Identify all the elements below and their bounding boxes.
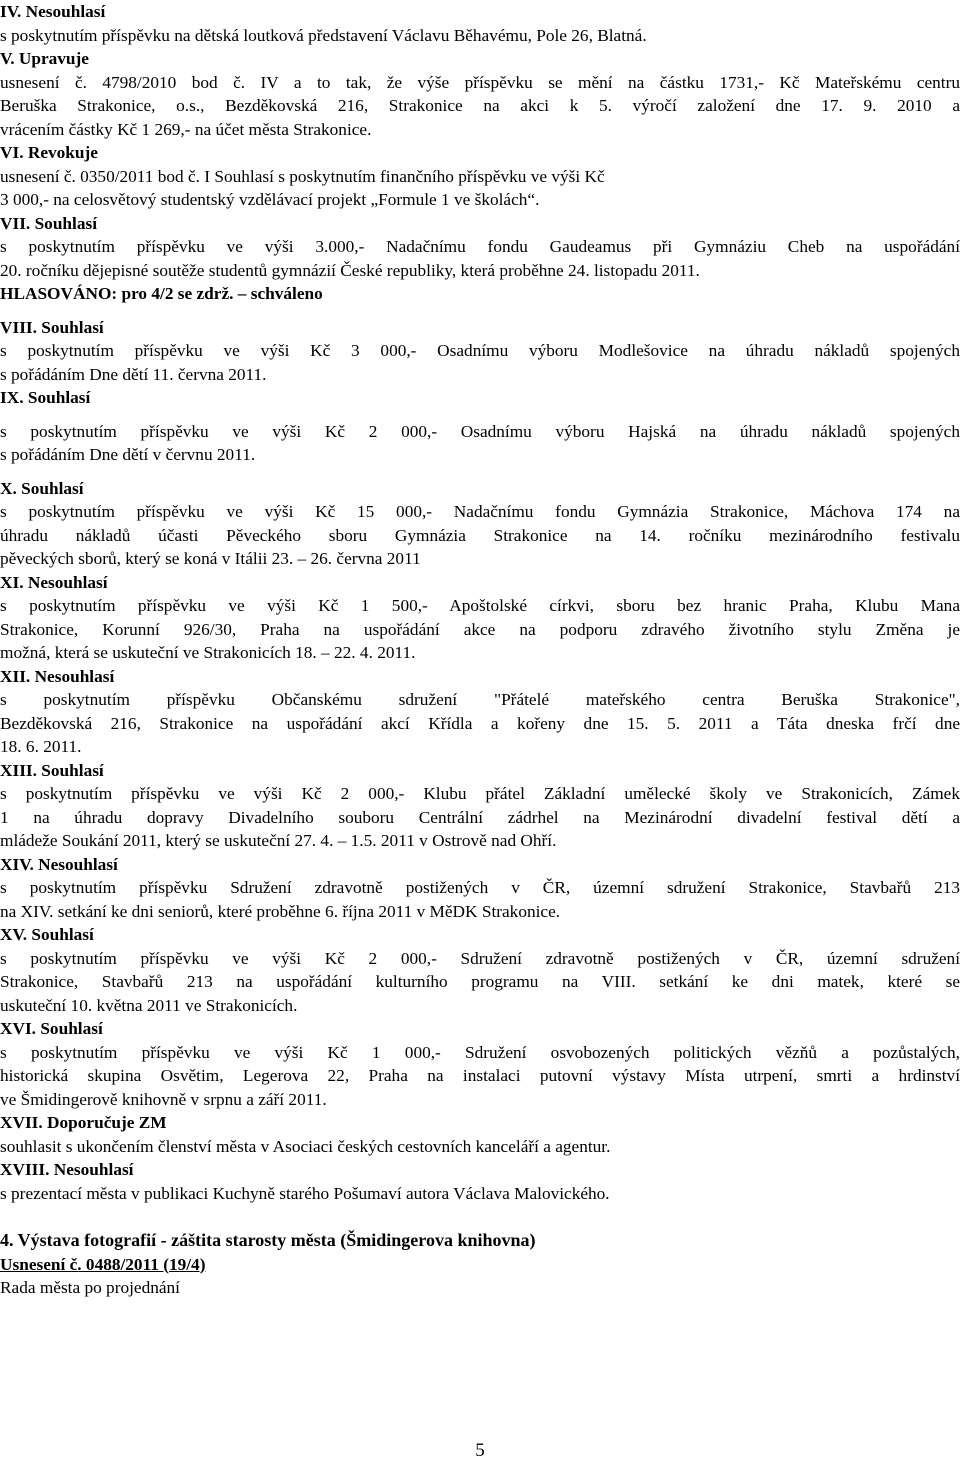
section-text: pěveckých sborů, který se koná v Itálii 23. – 26. června 2011 bbox=[0, 549, 421, 568]
section-text: uskuteční 10. května 2011 ve Strakonicích. bbox=[0, 995, 298, 1015]
section-text: ve Šmidingerově knihovně v srpnu a září 2011. bbox=[0, 1089, 327, 1109]
section-heading: VIII. Souhlasí bbox=[0, 317, 104, 337]
page-number: 5 bbox=[475, 1440, 485, 1461]
section-heading: XV. Souhlasí bbox=[0, 925, 94, 944]
section-text: možná, která se uskuteční ve Strakonicích 18. – 22. 4. 2011. bbox=[0, 643, 416, 662]
section-text: 3 000,- na celosvětový studentský vzdělávací projekt „Formule 1 ve školách“. bbox=[0, 190, 540, 209]
section-text: s poskytnutím příspěvku ve výši Kč 1 000,- Sdružení osvobozených politických vězňů a pozůstalých, bbox=[0, 1042, 960, 1062]
section-heading: XVI. Souhlasí bbox=[0, 1019, 103, 1038]
section-text: mládeže Soukání 2011, který se uskuteční 27. 4. – 1.5. 2011 v Ostrově nad Ohří. bbox=[0, 831, 557, 850]
section-text: 1 na úhradu dopravy Divadelního souboru Centrální zádrhel na Mezinárodní divadelní festival dětí a bbox=[0, 807, 960, 827]
agenda-item-title: 4. Výstava fotografií - záštita starosty města (Šmidingerova knihovna) bbox=[0, 1230, 536, 1250]
section-text: 20. ročníku dějepisné soutěže studentů gymnázií České republiky, která proběhne 24. listopadu 2011. bbox=[0, 260, 700, 280]
section-text: s poskytnutím příspěvku ve výši Kč 3 000,- Osadnímu výboru Modlešovice na úhradu nákladů spojených bbox=[0, 341, 960, 360]
section-text: s poskytnutím příspěvku ve výši Kč 2 000,- Osadnímu výboru Hajská na úhradu nákladů spojených bbox=[0, 421, 960, 441]
section-text: s poskytnutím příspěvku ve výši Kč 2 000,- Sdružení zdravotně postižených v ČR, územní sdružení bbox=[0, 948, 960, 968]
section-text: s poskytnutím příspěvku ve výši Kč 2 000,- Klubu přátel Základní umělecké školy ve Strakonicích, Zámek bbox=[0, 784, 960, 803]
section-heading: IV. Nesouhlasí bbox=[0, 2, 106, 21]
section-text: Bezděkovská 216, Strakonice na uspořádání akcí Křídla a kořeny dne 15. 5. 2011 a Táta dneska frčí dne bbox=[0, 713, 960, 733]
resolution-number: Usnesení č. 0488/2011 (19/4) bbox=[0, 1254, 206, 1274]
section-text: na XIV. setkání ke dni seniorů, které proběhne 6. října 2011 v MěDK Strakonice. bbox=[0, 901, 561, 921]
section-text: s poskytnutím příspěvku na dětská loutková představení Václavu Běhavému, Pole 26, Blatná. bbox=[0, 25, 647, 45]
section-text: Strakonice, Stavbařů 213 na uspořádání kulturního programu na VIII. setkání ke dni matek, které se bbox=[0, 972, 960, 991]
section-heading: XIV. Nesouhlasí bbox=[0, 854, 118, 874]
section-text: s poskytnutím příspěvku Občanskému sdružení "Přátelé mateřského centra Beruška Strakonice", bbox=[0, 690, 960, 709]
section-heading: XII. Nesouhlasí bbox=[0, 666, 115, 686]
section-text: souhlasit s ukončením členství města v Asociaci českých cestovních kanceláří a agentur. bbox=[0, 1136, 611, 1156]
section-heading: IX. Souhlasí bbox=[0, 388, 91, 407]
section-text: úhradu nákladů účasti Pěveckého sboru Gymnázia Strakonice na 14. ročníku mezinárodního festivalu bbox=[0, 525, 960, 545]
section-text: s prezentací města v publikaci Kuchyně starého Pošumaví autora Václava Malovického. bbox=[0, 1183, 610, 1203]
section-text: Beruška Strakonice, o.s., Bezděkovská 216, Strakonice na akci k 5. výročí založení dne 17. 9. 2010 a bbox=[0, 96, 960, 115]
section-text: usnesení č. 4798/2010 bod č. IV a to tak, že výše příspěvku se mění na částku 1731,- Kč Mateřskému centru bbox=[0, 72, 960, 92]
section-text: s poskytnutím příspěvku ve výši Kč 1 500,- Apoštolské církvi, sboru bez hranic Praha, Klubu Mana bbox=[0, 596, 960, 615]
section-text: s poskytnutím příspěvku Sdružení zdravotně postižených v ČR, územní sdružení Strakonice, Stavbařů 213 bbox=[0, 878, 960, 897]
resolution-intro: Rada města po projednání bbox=[0, 1278, 180, 1297]
section-heading: XIII. Souhlasí bbox=[0, 760, 104, 780]
section-text: Strakonice, Korunní 926/30, Praha na uspořádání akce na podporu zdravého životního stylu Změna je bbox=[0, 619, 960, 639]
section-heading: V. Upravuje bbox=[0, 49, 89, 68]
section-text: s pořádáním Dne dětí 11. června 2011. bbox=[0, 364, 267, 384]
section-text: vrácením částky Kč 1 269,- na účet města Strakonice. bbox=[0, 119, 372, 139]
section-text: s poskytnutím příspěvku ve výši 3.000,- Nadačnímu fondu Gaudeamus při Gymnáziu Cheb na uspořádání bbox=[0, 237, 960, 256]
section-heading: XI. Nesouhlasí bbox=[0, 572, 108, 592]
vote-result: HLASOVÁNO: pro 4/2 se zdrž. – schváleno bbox=[0, 284, 323, 303]
section-text: 18. 6. 2011. bbox=[0, 737, 82, 756]
section-heading: XVIII. Nesouhlasí bbox=[0, 1160, 134, 1179]
section-heading: VII. Souhlasí bbox=[0, 213, 98, 233]
section-text: usnesení č. 0350/2011 bod č. I Souhlasí s poskytnutím finančního příspěvku ve výši Kč bbox=[0, 166, 605, 186]
section-heading: XVII. Doporučuje ZM bbox=[0, 1113, 167, 1132]
section-heading: VI. Revokuje bbox=[0, 143, 98, 162]
section-text: s poskytnutím příspěvku ve výši Kč 15 000,- Nadačnímu fondu Gymnázia Strakonice, Máchova 174 na bbox=[0, 502, 960, 521]
section-text: historická skupina Osvětim, Legerova 22, Praha na instalaci putovní výstavy Místa utrpení, smrti a hrdinství bbox=[0, 1066, 960, 1085]
section-text: s pořádáním Dne dětí v červnu 2011. bbox=[0, 445, 256, 464]
section-heading: X. Souhlasí bbox=[0, 478, 84, 498]
